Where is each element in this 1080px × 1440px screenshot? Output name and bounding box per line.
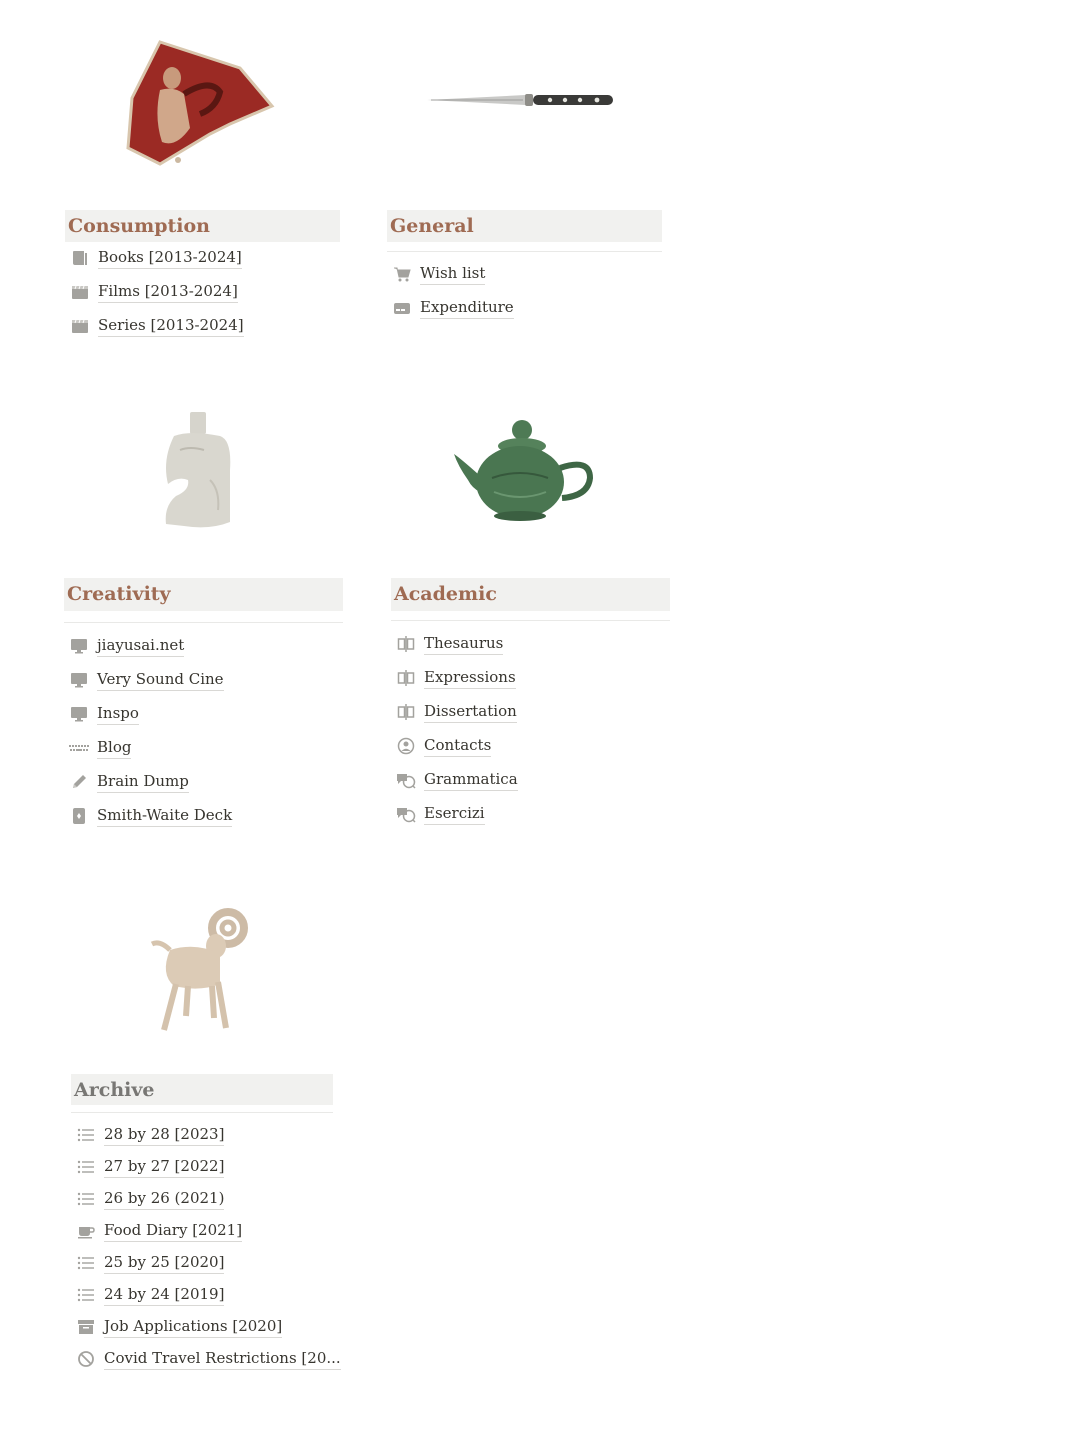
dagger-image [425,88,615,114]
cart-icon [392,264,412,284]
link-blog[interactable] [69,733,131,763]
link-label: Contacts [424,735,491,757]
link-label: Inspo [97,703,139,725]
pencil-icon [69,772,89,792]
link-smith-waite-deck[interactable] [69,801,232,831]
jade-teapot-image [450,418,598,526]
chat-bubbles-icon [396,770,416,790]
list-icon [76,1189,96,1209]
link-job-applications[interactable] [76,1312,282,1342]
section-heading-general: General [387,210,662,242]
chat-bubbles-icon [396,804,416,824]
link-label: Blog [97,737,131,759]
section-heading-creativity: Creativity [64,578,343,611]
link-esercizi[interactable] [396,799,485,829]
link-label: Films [2013-2024] [98,281,238,303]
link-series[interactable] [70,311,244,341]
divider [387,251,662,252]
clapperboard-icon [70,316,90,336]
link-label: Food Diary [2021] [104,1220,242,1242]
link-label: Expressions [424,667,516,689]
link-label: Grammatica [424,769,518,791]
link-books[interactable] [70,243,242,273]
divider [391,620,670,621]
link-inspo[interactable] [69,699,139,729]
translate-icon [396,702,416,722]
link-jiayusai-net[interactable] [69,631,184,661]
archive-box-icon [76,1317,96,1337]
link-label: 24 by 24 [2019] [104,1284,224,1306]
section-heading-archive: Archive [71,1074,333,1105]
link-26-by-26[interactable] [76,1184,224,1214]
link-wish-list[interactable] [392,259,485,289]
list-icon [76,1125,96,1145]
link-label: Series [2013-2024] [98,315,244,337]
list-icon [76,1253,96,1273]
link-25-by-25[interactable] [76,1248,224,1278]
link-label: Brain Dump [97,771,189,793]
link-label: Job Applications [2020] [104,1316,282,1338]
link-thesaurus[interactable] [396,629,503,659]
link-24-by-24[interactable] [76,1280,224,1310]
link-label: 28 by 28 [2023] [104,1124,224,1146]
card-icon [392,298,412,318]
section-heading-consumption: Consumption [65,210,340,242]
link-films[interactable] [70,277,238,307]
prohibited-icon [76,1349,96,1369]
list-icon [76,1157,96,1177]
link-very-sound-cine[interactable] [69,665,224,695]
monitor-icon [69,636,89,656]
ram-sculpture-image [140,900,250,1040]
link-brain-dump[interactable] [69,767,189,797]
link-label: 25 by 25 [2020] [104,1252,224,1274]
clapperboard-icon [70,282,90,302]
link-label: Very Sound Cine [97,669,224,691]
link-label: 27 by 27 [2022] [104,1156,224,1178]
divider [64,622,343,623]
link-food-diary[interactable] [76,1216,242,1246]
fresco-fragment-image [120,38,280,168]
divider [71,1112,333,1113]
monitor-icon [69,704,89,724]
link-expressions[interactable] [396,663,516,693]
translate-icon [396,668,416,688]
coffee-cup-icon [76,1221,96,1241]
link-dissertation[interactable] [396,697,517,727]
keyboard-icon [69,738,89,758]
monitor-icon [69,670,89,690]
link-label: Smith-Waite Deck [97,805,232,827]
book-icon [70,248,90,268]
link-label: 26 by 26 (2021) [104,1188,224,1210]
link-label: Dissertation [424,701,517,723]
link-expenditure[interactable] [392,293,514,323]
link-label: Covid Travel Restrictions [20... [104,1348,341,1370]
list-icon [76,1285,96,1305]
translate-icon [396,634,416,654]
link-label: Esercizi [424,803,485,825]
link-label: Books [2013-2024] [98,247,242,269]
link-label: jiayusai.net [97,635,184,657]
stone-vase-image [160,410,238,532]
link-label: Expenditure [420,297,514,319]
link-grammatica[interactable] [396,765,518,795]
link-contacts[interactable] [396,731,491,761]
link-27-by-27[interactable] [76,1152,224,1182]
link-28-by-28[interactable] [76,1120,224,1150]
link-label: Thesaurus [424,633,503,655]
link-covid-travel-restrictions[interactable] [76,1344,341,1374]
card-deck-icon [69,806,89,826]
user-circle-icon [396,736,416,756]
section-heading-academic: Academic [391,578,670,611]
link-label: Wish list [420,263,485,285]
